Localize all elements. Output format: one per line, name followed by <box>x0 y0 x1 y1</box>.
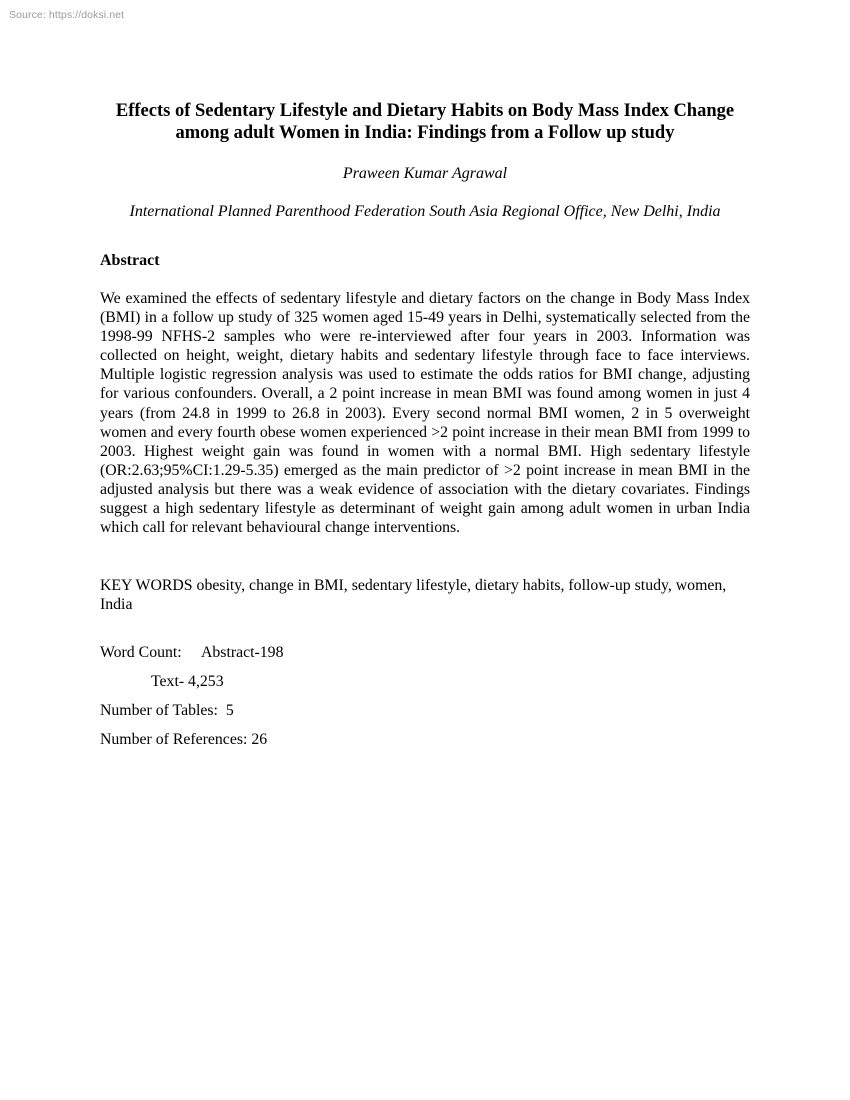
source-note: Source: https://doksi.net <box>9 9 125 21</box>
references-count-row <box>100 730 267 749</box>
author-name: Praween Kumar Agrawal <box>342 165 508 182</box>
word-count-row <box>100 643 283 662</box>
tables-count-label: Number of Tables: <box>100 702 218 719</box>
keywords-label: KEY WORDS <box>100 577 193 594</box>
paper-title-line-2: among adult Women in India: Findings from a Follow up study <box>175 122 675 143</box>
tables-count-value: 5 <box>225 702 234 719</box>
references-count-value: 26 <box>251 731 268 748</box>
abstract-heading: Abstract <box>100 252 160 269</box>
word-count-abstract: Abstract-198 <box>201 644 284 661</box>
keywords-list: obesity, change in BMI, sedentary lifestyle, dietary habits, follow-up study, women, India <box>100 577 727 614</box>
tables-count-row <box>100 701 234 720</box>
paper-title-line-1: Effects of Sedentary Lifestyle and Dietary Habits on Body Mass Index Change <box>115 101 735 121</box>
word-count-text: Text- 4,253 <box>151 673 224 690</box>
abstract-text: We examined the effects of sedentary lifestyle and dietary factors on the change in Body Mass Index (BMI) in a follow up study of 325 women aged 15-49 years in Delhi, systematically selected from the 1998-99 NFHS-2 samples who were re-interviewed after four years in 2003. Information was collected on height, weight, dietary habits and sedentary lifestyle through face to face interviews. Multiple logistic regression analysis was used to estimate the odds ratios for BMI change, adjusting for various confounders. Overall, a 2 point increase in mean BMI was found among women in just 4 years (from 24.8 in 1999 to 26.8 in 2003). Every second normal BMI women, 2 in 5 overweight women and every fourth obese women experienced >2 point increase in their mean BMI from 1999 to 2003. Highest weight gain was found in women with a normal BMI. High sedentary lifestyle (OR:2.63;95%CI:1.29-5.35) emerged as the main predictor of >2 point increase in mean BMI in the adjusted analysis but there was a weak evidence of association with the dietary covariates. Findings suggest a high sedentary lifestyle as determinant of weight gain among adult women in urban India which call for relevant behavioural change interventions. <box>100 290 750 537</box>
keywords <box>100 576 750 614</box>
references-count-label: Number of References: <box>100 731 248 748</box>
paper-title <box>100 101 750 144</box>
author-affiliation: International Planned Parenthood Federation South Asia Regional Office, New Delhi, India <box>129 203 721 220</box>
word-count-label: Word Count: <box>100 644 182 661</box>
